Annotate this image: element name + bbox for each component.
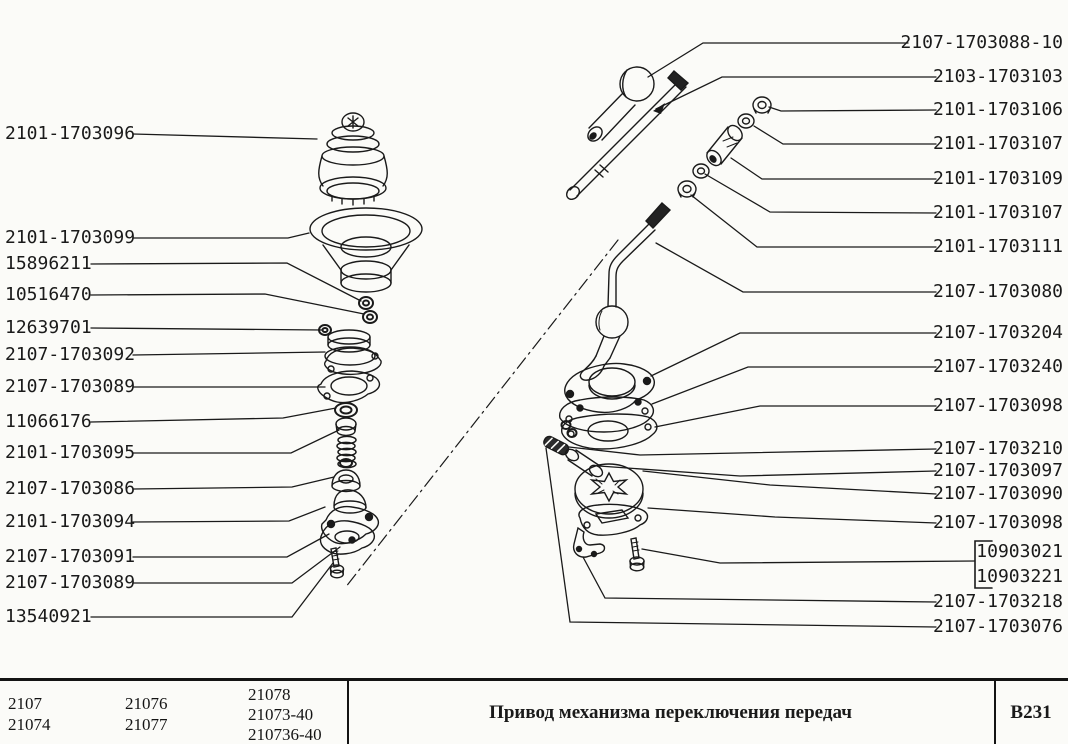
- model-code: 2107: [8, 694, 42, 713]
- gear-lever-cap: [319, 113, 388, 205]
- part-label: 2107-1703080: [932, 281, 1063, 302]
- adjuster-sleeve: [704, 123, 745, 169]
- dome-cap: [332, 470, 360, 492]
- model-code: 21076: [125, 694, 168, 713]
- part-label: 12639701: [5, 317, 92, 338]
- part-label: 2101-1703094: [5, 511, 136, 532]
- bracket-bolt: [630, 538, 644, 571]
- leader-line: [731, 158, 936, 179]
- leader-line: [133, 547, 340, 583]
- part-label: 2107-1703240: [932, 356, 1063, 377]
- part-label: 10516470: [5, 284, 92, 305]
- leader-line: [651, 333, 936, 376]
- leader-line: [569, 447, 936, 455]
- leader-line: [769, 107, 936, 111]
- lever-boot-funnel: [310, 208, 422, 292]
- part-label: 2107-1703098: [932, 395, 1063, 416]
- part-label: 10903221: [976, 566, 1063, 587]
- leader-line: [133, 477, 334, 489]
- part-label: 2101-1703106: [932, 99, 1063, 120]
- part-label: 2107-1703089: [5, 572, 136, 593]
- shift-lever-lower: [580, 203, 670, 380]
- part-label: 13540921: [5, 606, 92, 627]
- part-label: 2101-1703096: [5, 123, 136, 144]
- rod-washer: [693, 164, 709, 178]
- leader-line: [648, 43, 908, 77]
- part-label: 10903021: [976, 541, 1063, 562]
- ball-housing-flange: [565, 363, 655, 412]
- leader-line: [705, 174, 936, 213]
- leader-line: [133, 430, 339, 453]
- part-label: 2101-1703107: [932, 133, 1063, 154]
- leader-line: [655, 406, 936, 427]
- drawing-title: Привод механизма переключения передач: [489, 701, 852, 723]
- model-code: 210736-40: [248, 725, 322, 744]
- part-label: 2107-1703098: [932, 512, 1063, 533]
- leader-line: [656, 243, 936, 292]
- bushing-cup: [336, 418, 356, 436]
- leader-line: [691, 195, 936, 247]
- part-label: 2107-1703210: [932, 438, 1063, 459]
- part-label: 2107-1703076: [932, 616, 1063, 637]
- part-label: 2107-1703091: [5, 546, 136, 567]
- shift-knob: [585, 67, 654, 144]
- part-label: 2107-1703090: [932, 483, 1063, 504]
- part-label: 2103-1703103: [932, 66, 1063, 87]
- rod-washer: [738, 114, 754, 128]
- model-code: 21073-40: [248, 705, 314, 724]
- leader-line: [133, 507, 325, 522]
- rod-nut: [678, 181, 696, 197]
- part-label: 2107-1703092: [5, 344, 136, 365]
- leader-line: [642, 549, 975, 563]
- leader-line: [133, 534, 329, 557]
- leader-line: [656, 77, 936, 109]
- leader-line: [754, 126, 936, 144]
- centerline-dashdot: [345, 240, 618, 588]
- small-nut: [363, 311, 377, 323]
- ball-seat-flange: [322, 490, 379, 544]
- part-label: 15896211: [5, 253, 92, 274]
- part-label: 2107-1703218: [932, 591, 1063, 612]
- part-label: 2107-1703089: [5, 376, 136, 397]
- leader-line: [133, 352, 325, 355]
- leader-line: [133, 233, 309, 238]
- shift-rod-upper: [564, 71, 688, 202]
- part-label: 11066176: [5, 411, 92, 432]
- model-code: 21077: [125, 715, 168, 734]
- model-code: 21078: [248, 685, 291, 704]
- model-code: 21074: [8, 715, 51, 734]
- leader-lines-right: [546, 43, 992, 627]
- part-label: 2101-1703099: [5, 227, 136, 248]
- part-label: 2101-1703109: [932, 168, 1063, 189]
- lower-gasket: [320, 521, 374, 554]
- part-label: 2101-1703107: [932, 202, 1063, 223]
- leader-line: [133, 134, 317, 139]
- part-label: 2101-1703095: [5, 442, 136, 463]
- part-label: 2107-1703088-10: [900, 32, 1063, 53]
- leader-line: [648, 508, 936, 523]
- leader-line: [599, 466, 936, 476]
- collar-flange: [325, 330, 381, 374]
- washer: [335, 403, 357, 417]
- leader-line: [91, 294, 364, 314]
- part-label: 2107-1703204: [932, 322, 1063, 343]
- sheet-code: В231: [1010, 701, 1052, 723]
- small-nut: [359, 297, 373, 309]
- leader-line: [91, 408, 336, 422]
- upper-gasket: [318, 371, 380, 403]
- part-label: 2107-1703086: [5, 478, 136, 499]
- part-label: 2101-1703111: [932, 236, 1063, 257]
- rod-nut: [753, 97, 771, 113]
- title-block: [0, 678, 1068, 744]
- part-label: 2107-1703097: [932, 460, 1063, 481]
- roller-pin: [563, 447, 604, 479]
- leader-line: [91, 328, 322, 330]
- leader-line: [652, 367, 936, 404]
